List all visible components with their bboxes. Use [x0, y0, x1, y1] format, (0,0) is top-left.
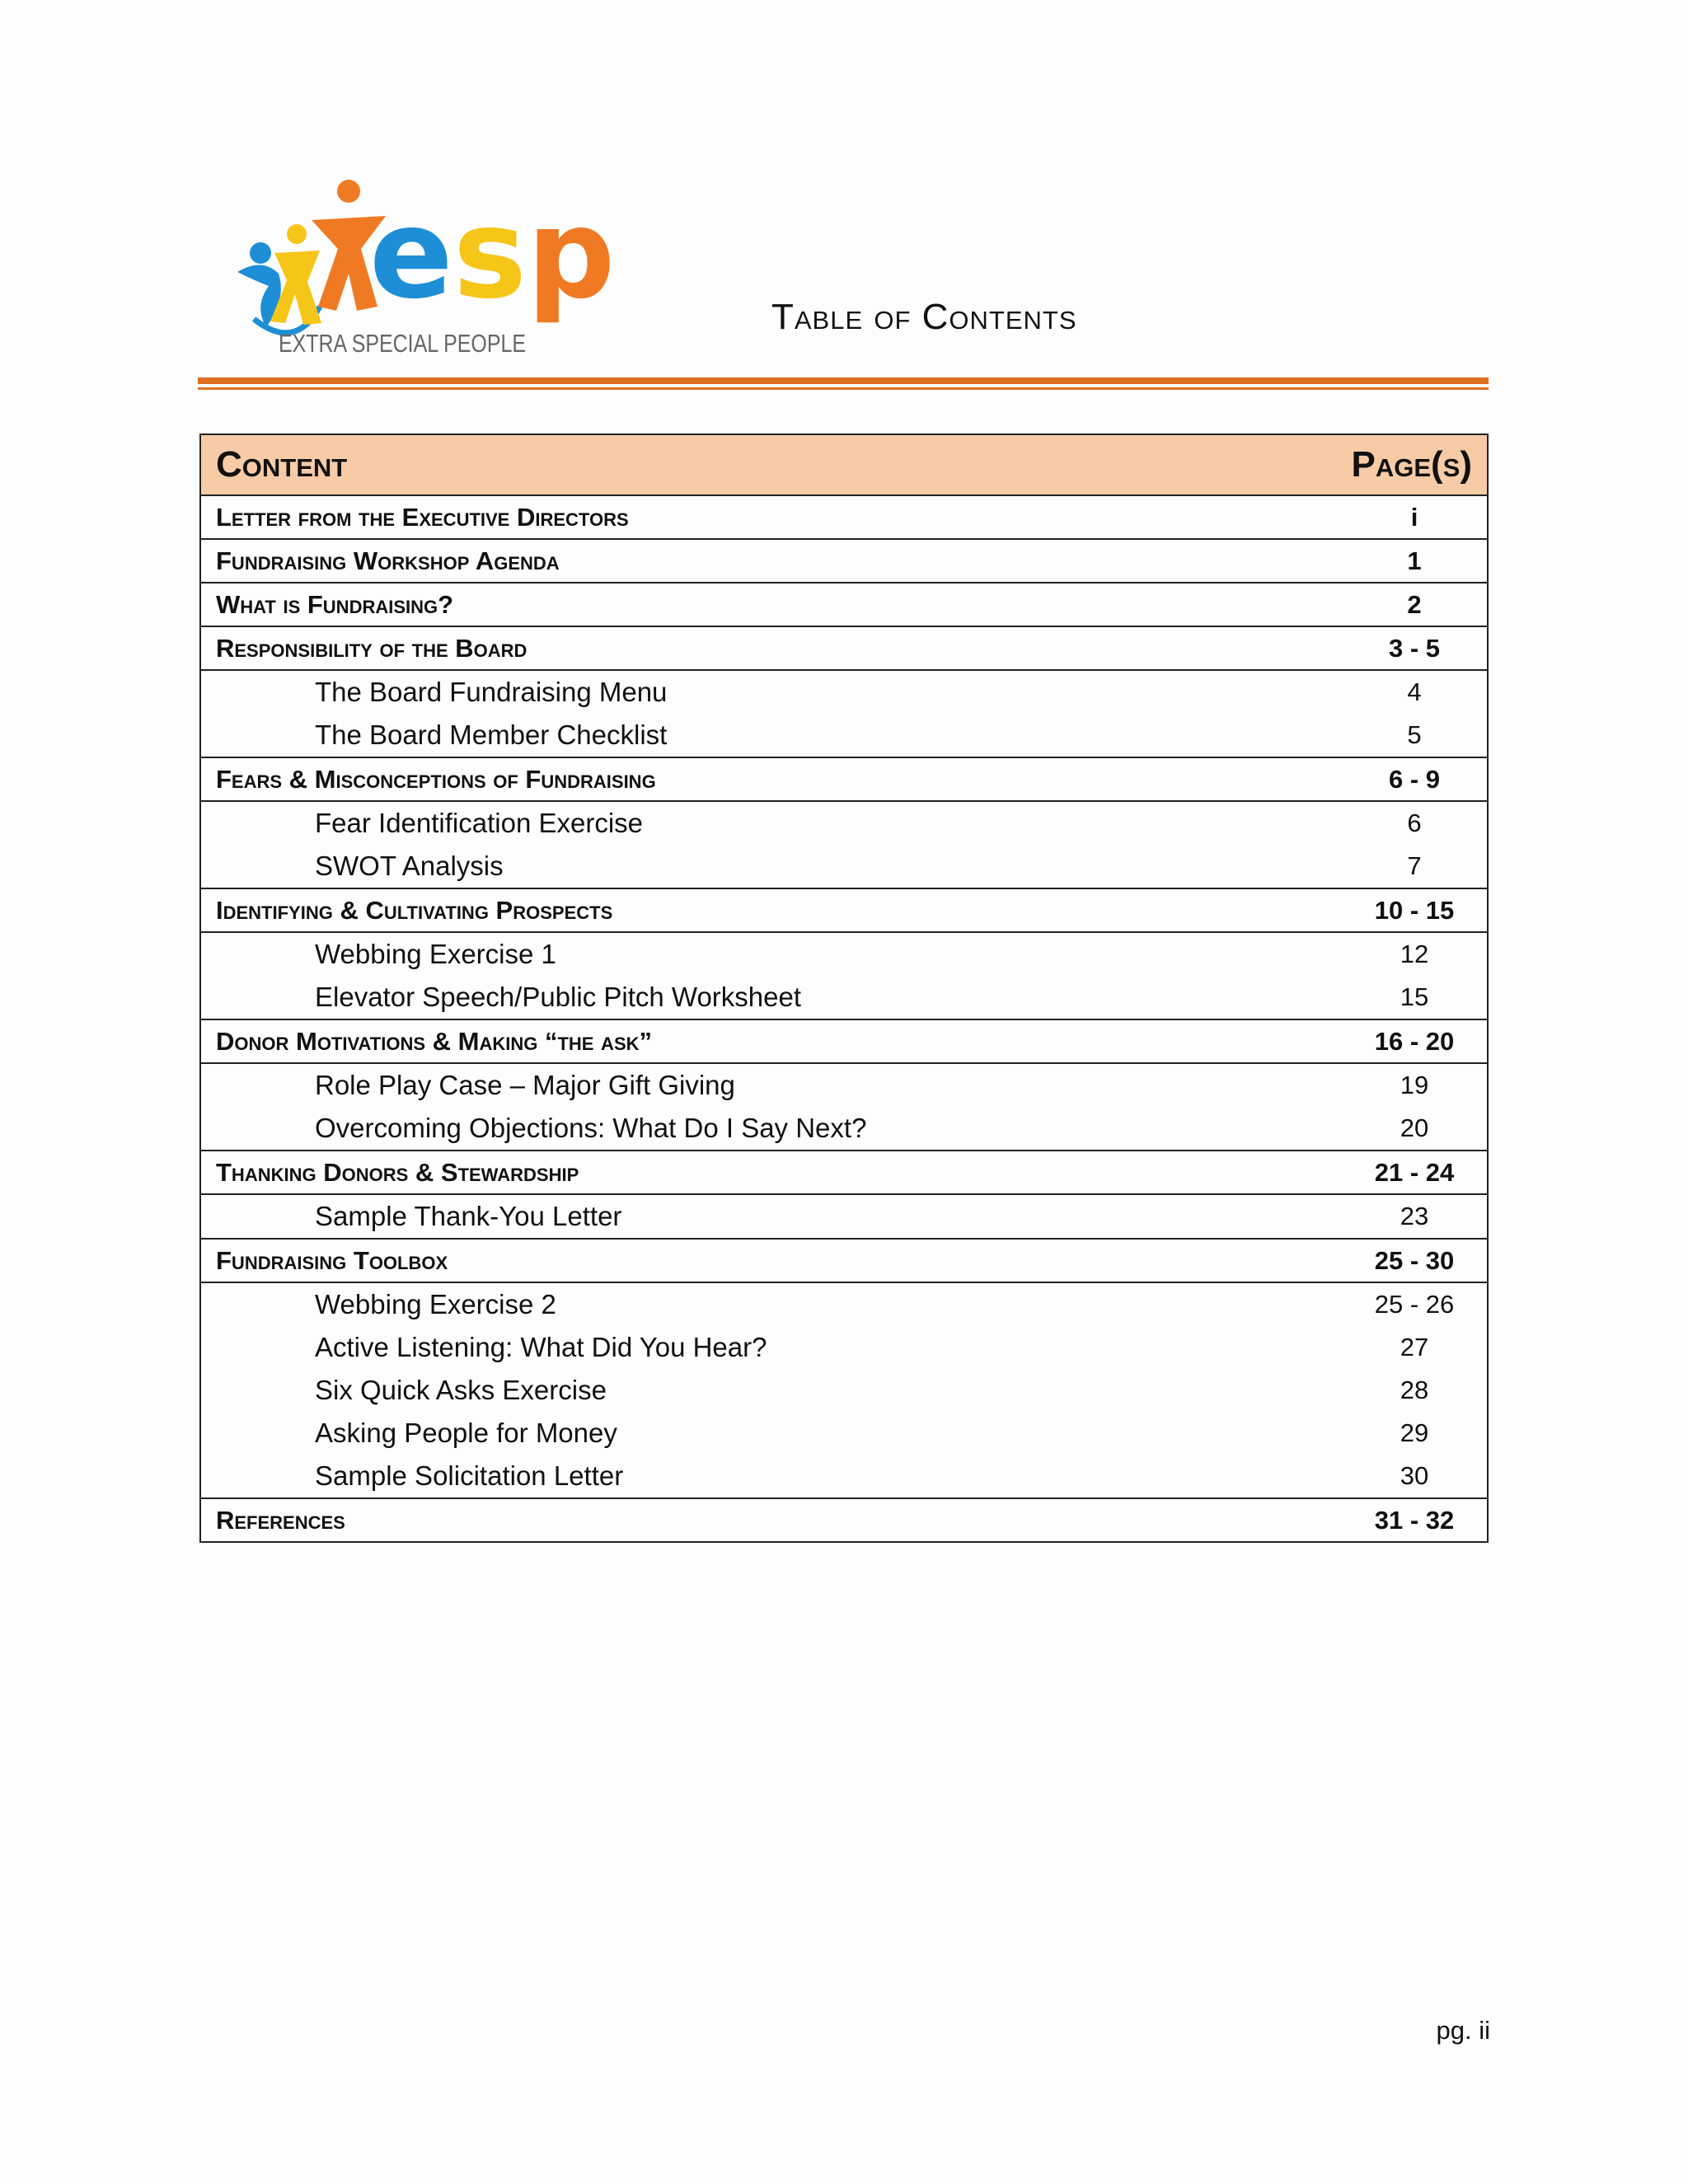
- subsection-pages: 15: [1400, 982, 1429, 1011]
- toc-section-row[interactable]: [201, 889, 1487, 931]
- toc-section-row[interactable]: [201, 1020, 1487, 1062]
- toc-section: [201, 1240, 1487, 1499]
- section-pages: 6 - 9: [1388, 764, 1441, 794]
- section-pages: 31 - 32: [1374, 1505, 1455, 1535]
- toc-subsection-list: [201, 1282, 1487, 1497]
- toc-subsection-row[interactable]: [201, 1283, 1487, 1326]
- toc-section-row[interactable]: [201, 627, 1487, 669]
- section-title: Responsibility of the Board: [216, 633, 528, 663]
- subsection-title: Six Quick Asks Exercise: [315, 1375, 607, 1405]
- toc-section: [201, 540, 1487, 583]
- subsection-title: Role Play Case – Major Gift Giving: [315, 1070, 735, 1100]
- toc-subsection-row[interactable]: [201, 714, 1487, 757]
- col-header-content: Content: [216, 444, 348, 485]
- toc-subsection-row[interactable]: [201, 845, 1487, 888]
- subsection-title: Webbing Exercise 1: [315, 939, 556, 969]
- toc-subsection-row[interactable]: [201, 1195, 1487, 1238]
- col-header-pages: Page(s): [1351, 444, 1472, 485]
- subsection-pages: 6: [1407, 808, 1422, 837]
- toc-section-row[interactable]: [201, 1151, 1487, 1193]
- section-pages: 10 - 15: [1374, 895, 1455, 925]
- logo-wordmark: esp: [369, 183, 616, 326]
- subsection-title: Active Listening: What Did You Hear?: [315, 1332, 767, 1362]
- toc-section-row[interactable]: [201, 540, 1487, 582]
- subsection-pages: 30: [1400, 1461, 1429, 1490]
- toc-subsection-row[interactable]: [201, 1064, 1487, 1107]
- toc-subsection-row[interactable]: [201, 1455, 1487, 1497]
- toc-subsection-row[interactable]: [201, 1412, 1487, 1455]
- esp-logo: [229, 175, 625, 364]
- section-pages: i: [1410, 502, 1418, 532]
- section-title: Thanking Donors & Stewardship: [216, 1157, 579, 1187]
- toc-subsection-list: [201, 669, 1487, 757]
- toc-subsection-list: [201, 931, 1487, 1019]
- toc-section: [201, 1020, 1487, 1151]
- subsection-pages: 27: [1400, 1333, 1429, 1361]
- subsection-title: The Board Fundraising Menu: [315, 677, 668, 707]
- section-title: Fears & Misconceptions of Fundraising: [216, 764, 656, 794]
- toc-section-row[interactable]: [201, 583, 1487, 626]
- toc-subsection-row[interactable]: [201, 1326, 1487, 1369]
- section-title: Fundraising Workshop Agenda: [216, 546, 560, 575]
- section-title: References: [216, 1505, 345, 1535]
- section-title: What is Fundraising?: [216, 589, 454, 619]
- subsection-pages: 19: [1400, 1071, 1429, 1099]
- toc-subsection-row[interactable]: [201, 1369, 1487, 1412]
- section-pages: 25 - 30: [1374, 1245, 1455, 1275]
- subsection-pages: 28: [1400, 1376, 1429, 1404]
- subsection-pages: 4: [1407, 677, 1422, 706]
- toc-section: [201, 583, 1487, 627]
- toc-subsection-row[interactable]: [201, 976, 1487, 1019]
- page-number: pg. ii: [1436, 2016, 1490, 2045]
- toc-subsection-row[interactable]: [201, 1107, 1487, 1150]
- section-pages: 2: [1407, 589, 1422, 619]
- section-pages: 21 - 24: [1374, 1157, 1455, 1187]
- toc-section: [201, 758, 1487, 889]
- toc-section: [201, 1151, 1487, 1240]
- toc-section-row[interactable]: [201, 1240, 1487, 1282]
- toc-body: [201, 496, 1487, 1541]
- toc-subsection-list: [201, 800, 1487, 888]
- subsection-pages: 29: [1400, 1418, 1429, 1447]
- toc-subsection-row[interactable]: [201, 671, 1487, 714]
- subsection-pages: 12: [1400, 940, 1429, 968]
- subsection-pages: 5: [1407, 720, 1422, 749]
- header-rule: [198, 377, 1489, 384]
- toc-section-row[interactable]: [201, 758, 1487, 800]
- subsection-title: Elevator Speech/Public Pitch Worksheet: [315, 982, 802, 1012]
- subsection-title: Asking People for Money: [315, 1418, 617, 1448]
- page-title-text: Table of Contents: [771, 297, 1077, 337]
- subsection-title: Sample Thank-You Letter: [315, 1201, 622, 1231]
- subsection-title: Sample Solicitation Letter: [315, 1460, 624, 1491]
- logo-tagline: EXTRA SPECIAL PEOPLE: [279, 329, 526, 358]
- toc-section: [201, 889, 1487, 1020]
- toc-section-row[interactable]: [201, 496, 1487, 538]
- subsection-pages: 7: [1407, 851, 1422, 880]
- subsection-title: Webbing Exercise 2: [315, 1289, 556, 1319]
- section-title: Letter from the Executive Directors: [216, 502, 629, 532]
- section-pages: 16 - 20: [1374, 1026, 1455, 1056]
- subsection-title: SWOT Analysis: [315, 851, 504, 881]
- subsection-pages: 23: [1400, 1202, 1429, 1230]
- toc-section-row[interactable]: [201, 1499, 1487, 1541]
- section-title: Donor Motivations & Making “the ask”: [216, 1026, 653, 1056]
- toc-subsection-list: [201, 1062, 1487, 1150]
- subsection-pages: 25 - 26: [1374, 1290, 1455, 1319]
- toc-subsection-row[interactable]: [201, 802, 1487, 845]
- toc-table: [199, 434, 1489, 1543]
- toc-subsection-row[interactable]: [201, 933, 1487, 976]
- toc-section: [201, 496, 1487, 540]
- section-title: Fundraising Toolbox: [216, 1245, 448, 1275]
- toc-subsection-list: [201, 1193, 1487, 1238]
- subsection-title: The Board Member Checklist: [315, 719, 668, 750]
- section-title: Identifying & Cultivating Prospects: [216, 895, 613, 925]
- section-pages: 3 - 5: [1388, 633, 1441, 663]
- subsection-pages: 20: [1400, 1113, 1429, 1142]
- subsection-title: Overcoming Objections: What Do I Say Next?: [315, 1113, 867, 1143]
- header-rule-thin: [198, 387, 1489, 390]
- toc-section: [201, 1499, 1487, 1541]
- toc-header-row: [201, 435, 1487, 496]
- subsection-title: Fear Identification Exercise: [315, 808, 644, 838]
- section-pages: 1: [1407, 546, 1422, 575]
- page-title: [771, 297, 1077, 338]
- esp-logo-graphic: [229, 175, 625, 364]
- toc-section: [201, 627, 1487, 758]
